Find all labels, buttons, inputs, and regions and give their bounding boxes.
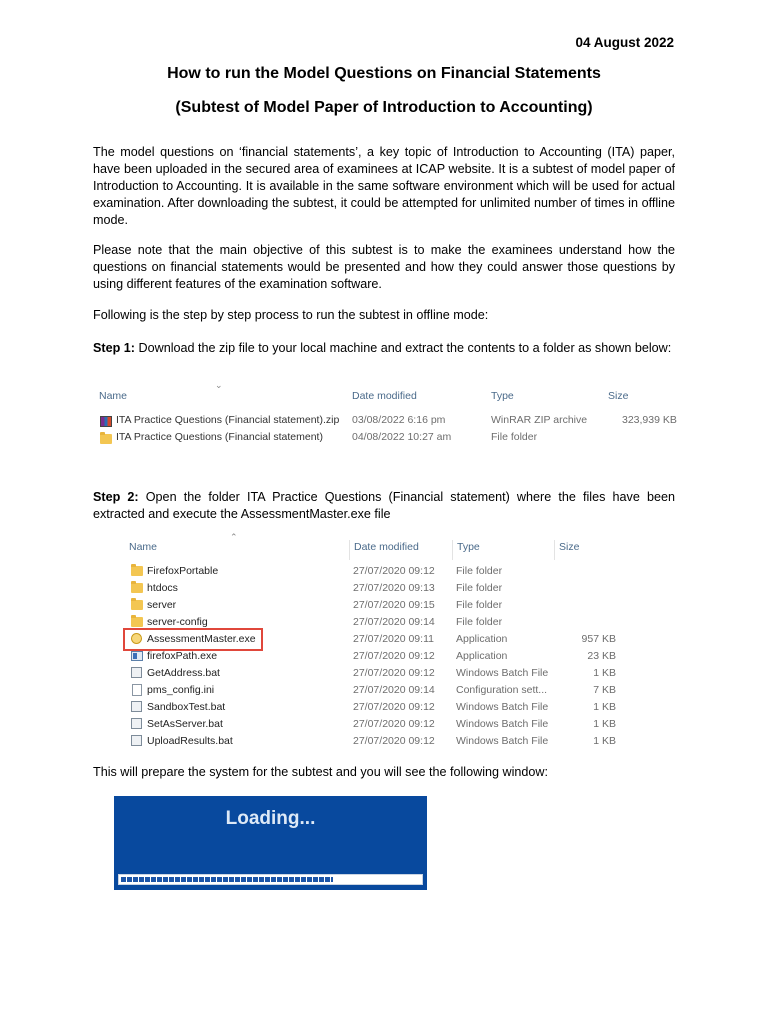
loading-progress-bar xyxy=(118,874,423,885)
file-name: SandboxTest.bat xyxy=(147,701,226,713)
folder-icon xyxy=(131,600,143,610)
file-name: ITA Practice Questions (Financial statement).zip xyxy=(116,414,340,426)
file-name: AssessmentMaster.exe xyxy=(147,633,256,645)
file-name: server xyxy=(147,599,177,611)
file-date: 27/07/2020 09:13 xyxy=(353,582,435,594)
step1-paragraph xyxy=(93,340,675,357)
column-size[interactable]: Size xyxy=(608,390,629,402)
file-size: 1 KB xyxy=(593,718,616,730)
file-row[interactable] xyxy=(120,683,630,700)
column-name[interactable]: Name xyxy=(99,390,128,402)
step2-text: Open the folder ITA Practice Questions (Financial statement) where the files have been extracted and execute the AssessmentMaster.exe file xyxy=(93,490,675,521)
file-type: WinRAR ZIP archive xyxy=(491,414,588,426)
file-size: 1 KB xyxy=(593,735,616,747)
file-type: Configuration sett... xyxy=(456,684,548,696)
file-row[interactable] xyxy=(120,717,630,734)
file-name: ITA Practice Questions (Financial statement) xyxy=(116,431,323,443)
file-row[interactable] xyxy=(95,431,685,447)
file-name: UploadResults.bat xyxy=(147,735,233,747)
loading-progress-fill xyxy=(121,877,333,882)
column-type[interactable]: Type xyxy=(491,390,514,402)
column-size[interactable]: Size xyxy=(554,540,619,560)
step2-label: Step 2: xyxy=(93,490,139,504)
folder-icon xyxy=(131,617,143,627)
file-date: 27/07/2020 09:12 xyxy=(353,735,435,747)
after-step2-paragraph: This will prepare the system for the subtest and you will see the following window: xyxy=(93,765,548,779)
column-type[interactable]: Type xyxy=(452,540,553,560)
zip-archive-icon xyxy=(100,416,112,427)
explorer-header xyxy=(120,540,630,556)
file-row[interactable] xyxy=(120,700,630,717)
sort-chevron-icon: ⌃ xyxy=(230,532,238,542)
file-date: 27/07/2020 09:12 xyxy=(353,718,435,730)
folder-icon xyxy=(100,434,112,444)
file-date: 27/07/2020 09:15 xyxy=(353,599,435,611)
column-date-modified[interactable]: Date modified xyxy=(352,390,417,402)
file-date: 27/07/2020 09:12 xyxy=(353,650,435,662)
explorer-header xyxy=(95,390,685,404)
file-name: SetAsServer.bat xyxy=(147,718,223,730)
file-size: 957 KB xyxy=(581,633,616,645)
folder-icon xyxy=(131,583,143,593)
file-type: File folder xyxy=(456,582,503,594)
file-size: 1 KB xyxy=(593,667,616,679)
batch-file-icon xyxy=(131,701,142,712)
file-type: Windows Batch File xyxy=(456,701,549,713)
file-size: 323,939 KB xyxy=(622,414,677,426)
file-date: 27/07/2020 09:12 xyxy=(353,667,435,679)
column-date-modified[interactable]: Date modified xyxy=(349,540,452,560)
file-row[interactable] xyxy=(120,734,630,751)
file-type: Application xyxy=(456,633,508,645)
step2-paragraph xyxy=(93,489,675,523)
file-type: Windows Batch File xyxy=(456,667,549,679)
file-date: 03/08/2022 6:16 pm xyxy=(352,414,446,426)
file-row[interactable] xyxy=(120,581,630,598)
file-type: Application xyxy=(456,650,508,662)
intro-paragraph: The model questions on ‘financial statements’, a key topic of Introduction to Accounting (ITA) paper, have been uploaded in the secured area of examinees at ICAP website. It is a subtest of model paper of Introduction to Accounting. It is available in the same software environment which will be used for actual examination. After downloading the subtest, it could be attempted for unlimited number of times in offline mode. xyxy=(93,145,675,227)
note-paragraph: Please note that the main objective of this subtest is to make the examinees understand how the questions on financial statements would be presented and how they could answer those questions by using different features of the examination software. xyxy=(93,243,675,291)
file-name: GetAddress.bat xyxy=(147,667,220,679)
file-date: 27/07/2020 09:14 xyxy=(353,684,435,696)
file-name: FirefoxPortable xyxy=(147,565,219,577)
exe-icon xyxy=(131,651,143,661)
file-type: File folder xyxy=(491,431,538,443)
file-date: 27/07/2020 09:12 xyxy=(353,701,435,713)
file-row[interactable] xyxy=(95,414,685,430)
config-file-icon xyxy=(132,684,142,696)
folder-icon xyxy=(131,566,143,576)
file-size: 1 KB xyxy=(593,701,616,713)
batch-file-icon xyxy=(131,667,142,678)
document-subtitle: (Subtest of Model Paper of Introduction to Accounting) xyxy=(175,99,593,116)
document-title: How to run the Model Questions on Financial Statements xyxy=(167,65,601,82)
file-type: File folder xyxy=(456,565,503,577)
file-name: firefoxPath.exe xyxy=(147,650,218,662)
batch-file-icon xyxy=(131,735,142,746)
document-date: 04 August 2022 xyxy=(575,35,674,50)
file-type: Windows Batch File xyxy=(456,735,549,747)
file-type: Windows Batch File xyxy=(456,718,549,730)
file-date: 27/07/2020 09:14 xyxy=(353,616,435,628)
file-type: File folder xyxy=(456,616,503,628)
step1-label: Step 1: xyxy=(93,341,135,355)
file-row[interactable] xyxy=(120,649,630,666)
file-date: 27/07/2020 09:11 xyxy=(353,633,434,645)
file-name: pms_config.ini xyxy=(147,684,215,696)
batch-file-icon xyxy=(131,718,142,729)
file-type: File folder xyxy=(456,599,503,611)
file-name: server-config xyxy=(147,616,208,628)
loading-window xyxy=(114,796,427,890)
process-intro-paragraph: Following is the step by step process to run the subtest in offline mode: xyxy=(93,308,489,322)
sort-chevron-icon: ⌄ xyxy=(215,380,223,390)
file-date: 27/07/2020 09:12 xyxy=(353,565,435,577)
file-row[interactable] xyxy=(120,564,630,581)
step1-text: Download the zip file to your local machine and extract the contents to a folder as shown below: xyxy=(135,341,672,355)
file-row[interactable] xyxy=(120,598,630,615)
column-name[interactable]: Name xyxy=(129,541,158,553)
file-size: 7 KB xyxy=(593,684,616,696)
assessment-master-highlight-box xyxy=(123,628,263,651)
loading-text: Loading... xyxy=(225,808,316,829)
file-name: htdocs xyxy=(147,582,178,594)
file-date: 04/08/2022 10:27 am xyxy=(352,431,452,443)
file-size: 23 KB xyxy=(587,650,616,662)
file-row[interactable] xyxy=(120,666,630,683)
explorer-listing-zip xyxy=(95,380,685,450)
